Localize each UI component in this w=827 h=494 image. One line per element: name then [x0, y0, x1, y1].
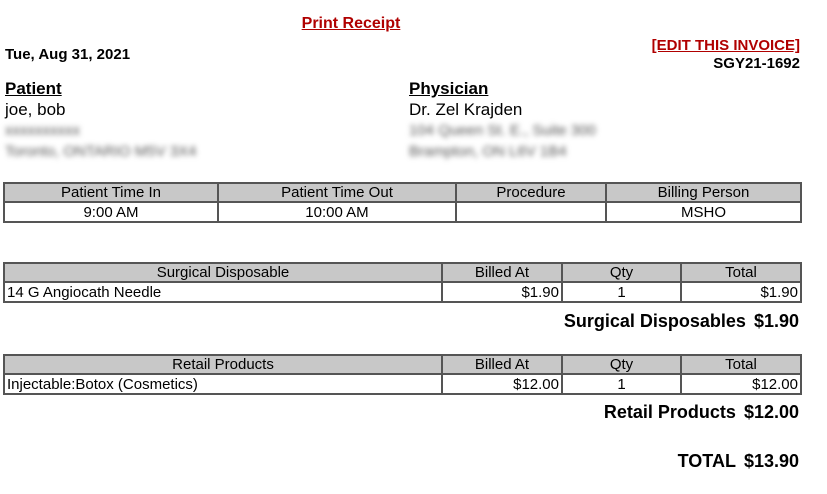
qty-cell: 1	[562, 374, 681, 394]
total-cell: $12.00	[681, 374, 801, 394]
subtotal-value: $1.90	[753, 311, 799, 331]
column-header: Procedure	[456, 183, 606, 202]
column-header: Patient Time Out	[218, 183, 456, 202]
subtotal-label: Surgical Disposables	[563, 311, 746, 331]
grand-total	[678, 451, 799, 472]
subtotal-label: Retail Products	[603, 402, 736, 422]
billing-person-cell: MSHO	[606, 202, 801, 222]
total-cell: $1.90	[681, 282, 801, 302]
visit-table-header	[4, 183, 801, 202]
billed-at-cell: $1.90	[442, 282, 562, 302]
table-row	[4, 202, 801, 222]
grand-total-label: TOTAL	[677, 451, 736, 471]
table-row	[4, 374, 801, 394]
column-header: Qty	[562, 263, 681, 282]
print-receipt-link[interactable]: Print Receipt	[301, 15, 401, 32]
edit-invoice-link[interactable]: [EDIT THIS INVOICE]	[651, 37, 800, 54]
table-row	[4, 282, 801, 302]
physician-name: Dr. Zel Krajden	[409, 100, 523, 119]
retail-table	[3, 354, 802, 395]
physician-address-line1: 104 Queen St. E., Suite 300	[409, 122, 596, 139]
column-header: Qty	[562, 355, 681, 374]
patient-name: joe, bob	[5, 100, 66, 119]
patient-heading: Patient	[5, 79, 62, 98]
physician-heading: Physician	[409, 79, 489, 98]
column-header: Billed At	[442, 263, 562, 282]
item-name-cell: Injectable:Botox (Cosmetics)	[4, 374, 442, 394]
time-in-cell: 9:00 AM	[4, 202, 218, 222]
billed-at-cell: $12.00	[442, 374, 562, 394]
disposables-subtotal	[564, 311, 799, 332]
qty-cell: 1	[562, 282, 681, 302]
retail-table-header	[4, 355, 801, 374]
procedure-cell	[456, 202, 606, 222]
patient-address-line2: Toronto, ONTARIO M5V 3X4	[5, 143, 197, 160]
retail-subtotal	[604, 402, 799, 423]
visit-table	[3, 182, 802, 223]
invoice-date: Tue, Aug 31, 2021	[5, 46, 131, 63]
grand-total-value: $13.90	[743, 451, 799, 471]
patient-block	[5, 78, 196, 162]
column-header: Retail Products	[4, 355, 442, 374]
time-out-cell: 10:00 AM	[218, 202, 456, 222]
disposables-table	[3, 262, 802, 303]
patient-address-line1: xxxxxxxxxx	[5, 122, 80, 139]
physician-address-line2: Brampton, ON L6V 1B4	[409, 143, 567, 160]
item-name-cell: 14 G Angiocath Needle	[4, 282, 442, 302]
disposables-table-header	[4, 263, 801, 282]
column-header: Billed At	[442, 355, 562, 374]
column-header: Surgical Disposable	[4, 263, 442, 282]
physician-block	[409, 78, 596, 162]
column-header: Total	[681, 263, 801, 282]
column-header: Total	[681, 355, 801, 374]
invoice-number: SGY21-1692	[713, 55, 800, 72]
column-header: Billing Person	[606, 183, 801, 202]
subtotal-value: $12.00	[743, 402, 799, 422]
column-header: Patient Time In	[4, 183, 218, 202]
